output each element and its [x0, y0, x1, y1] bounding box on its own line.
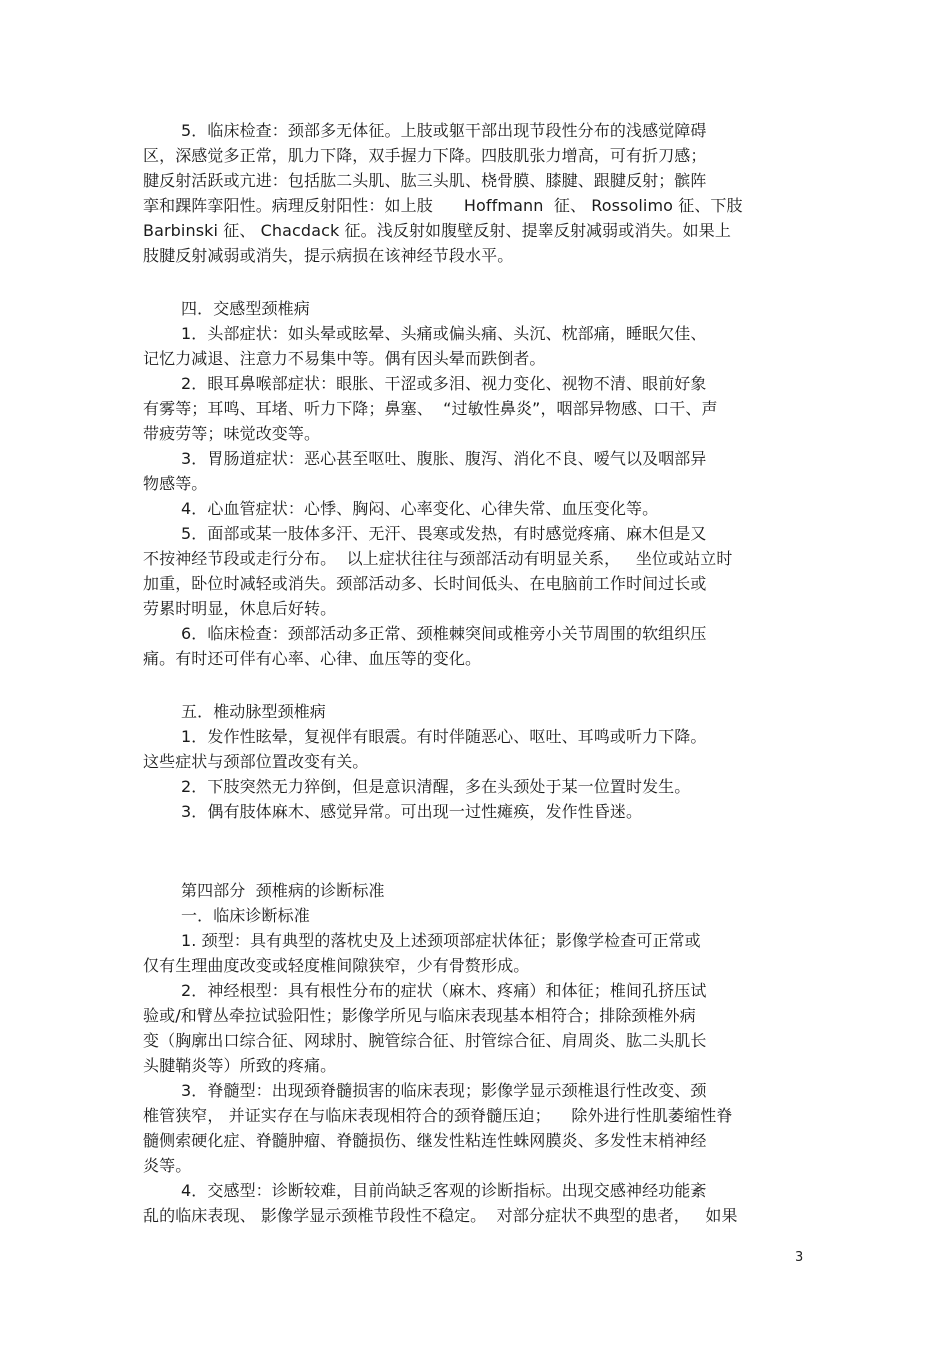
text-line: 3．脊髓型：出现颈脊髓损害的临床表现；影像学显示颈椎退行性改变、颈 — [181, 1081, 707, 1100]
text-line: 2．神经根型：具有根性分布的症状（麻木、疼痛）和体征；椎间孔挤压试 — [181, 981, 707, 1000]
text-line: 6．临床检查：颈部活动多正常、颈椎棘突间或椎旁小关节周围的软组织压 — [181, 624, 707, 643]
text-line: 记忆力减退、注意力不易集中等。偶有因头晕而跌倒者。 — [143, 349, 546, 368]
paragraph-gap — [143, 268, 808, 296]
text-line: 一．临床诊断标准 — [181, 906, 310, 925]
text-line: 髓侧索硬化症、脊髓肿瘤、脊髓损伤、继发性粘连性蛛网膜炎、多发性末梢神经 — [143, 1131, 707, 1150]
text-line: 3．偶有肢体麻木、感觉异常。可出现一过性瘫痪，发作性昏迷。 — [181, 802, 643, 821]
paragraph-gap — [143, 824, 808, 878]
text-line: 这些症状与颈部位置改变有关。 — [143, 752, 369, 771]
text-line: 区，深感觉多正常，肌力下降，双手握力下降。四肢肌张力增高，可有折刀感； — [143, 146, 707, 165]
text-line: 仅有生理曲度改变或轻度椎间隙狭窄，少有骨赘形成。 — [143, 956, 530, 975]
text-line: 头腱鞘炎等）所致的疼痛。 — [143, 1056, 337, 1075]
text-line: 有雾等；耳鸣、耳堵、听力下降；鼻塞、 “过敏性鼻炎”，咽部异物感、口干、声 — [143, 399, 718, 418]
text-line: 第四部分 颈椎病的诊断标准 — [181, 881, 385, 900]
text-line: 2．眼耳鼻喉部症状：眼胀、干涩或多泪、视力变化、视物不清、眼前好象 — [181, 374, 707, 393]
text-line: 不按神经节段或走行分布。 以上症状往往与颈部活动有明显关系， 坐位或站立时 — [143, 549, 733, 568]
text-line: Barbinski 征、 Chacdack 征。浅反射如腹壁反射、提睾反射减弱或消失。如果上 — [143, 221, 731, 240]
text-line: 痛。有时还可伴有心率、心律、血压等的变化。 — [143, 649, 482, 668]
text-line: 4．交感型：诊断较难，目前尚缺乏客观的诊断指标。出现交感神经功能紊 — [181, 1181, 707, 1200]
text-line: 1. 颈型：具有典型的落枕史及上述颈项部症状体征；影像学检查可正常或 — [181, 931, 701, 950]
paragraph-gap — [143, 671, 808, 699]
text-line: 五．椎动脉型颈椎病 — [181, 702, 326, 721]
text-line: 3．胃肠道症状：恶心甚至呕吐、腹胀、腹泻、消化不良、嗳气以及咽部异 — [181, 449, 707, 468]
text-line: 腱反射活跃或亢进：包括肱二头肌、肱三头肌、桡骨膜、膝腱、跟腱反射；髌阵 — [143, 171, 707, 190]
text-line: 验或/和臂丛牵拉试验阳性；影像学所见与临床表现基本相符合；排除颈椎外病 — [143, 1006, 696, 1025]
text-line: 带疲劳等；味觉改变等。 — [143, 424, 321, 443]
text-line: 加重，卧位时减轻或消失。颈部活动多、长时间低头、在电脑前工作时间过长或 — [143, 574, 707, 593]
text-line: 物感等。 — [143, 474, 208, 493]
text-line: 2．下肢突然无力猝倒，但是意识清醒，多在头颈处于某一位置时发生。 — [181, 777, 691, 796]
text-line: 变（胸廓出口综合征、网球肘、腕管综合征、肘管综合征、肩周炎、肱二头肌长 — [143, 1031, 707, 1050]
text-line: 肢腱反射减弱或消失，提示病损在该神经节段水平。 — [143, 246, 514, 265]
page-number: 3 — [795, 1250, 804, 1265]
text-line: 四．交感型颈椎病 — [181, 299, 310, 318]
text-line: 5．临床检查：颈部多无体征。上肢或躯干部出现节段性分布的浅感觉障碍 — [181, 121, 707, 140]
text-line: 炎等。 — [143, 1156, 192, 1175]
text-line: 1．发作性眩晕，复视伴有眼震。有时伴随恶心、呕吐、耳鸣或听力下降。 — [181, 727, 707, 746]
text-line: 4．心血管症状：心悸、胸闷、心率变化、心律失常、血压变化等。 — [181, 499, 659, 518]
text-line: 椎管狭窄， 并证实存在与临床表现相符合的颈脊髓压迫； 除外进行性肌萎缩性脊 — [143, 1106, 733, 1125]
page-body-text — [143, 118, 808, 1228]
text-line: 挛和踝阵挛阳性。病理反射阳性：如上肢 Hoffmann 征、 Rossolimo 征、下肢 — [143, 196, 743, 215]
text-line: 1．头部症状：如头晕或眩晕、头痛或偏头痛、头沉、枕部痛，睡眠欠佳、 — [181, 324, 707, 343]
text-line: 乱的临床表现、 影像学显示颈椎节段性不稳定。 对部分症状不典型的患者， 如果 — [143, 1206, 738, 1225]
text-line: 5．面部或某一肢体多汗、无汗、畏寒或发热，有时感觉疼痛、麻木但是又 — [181, 524, 707, 543]
text-line: 劳累时明显，休息后好转。 — [143, 599, 337, 618]
